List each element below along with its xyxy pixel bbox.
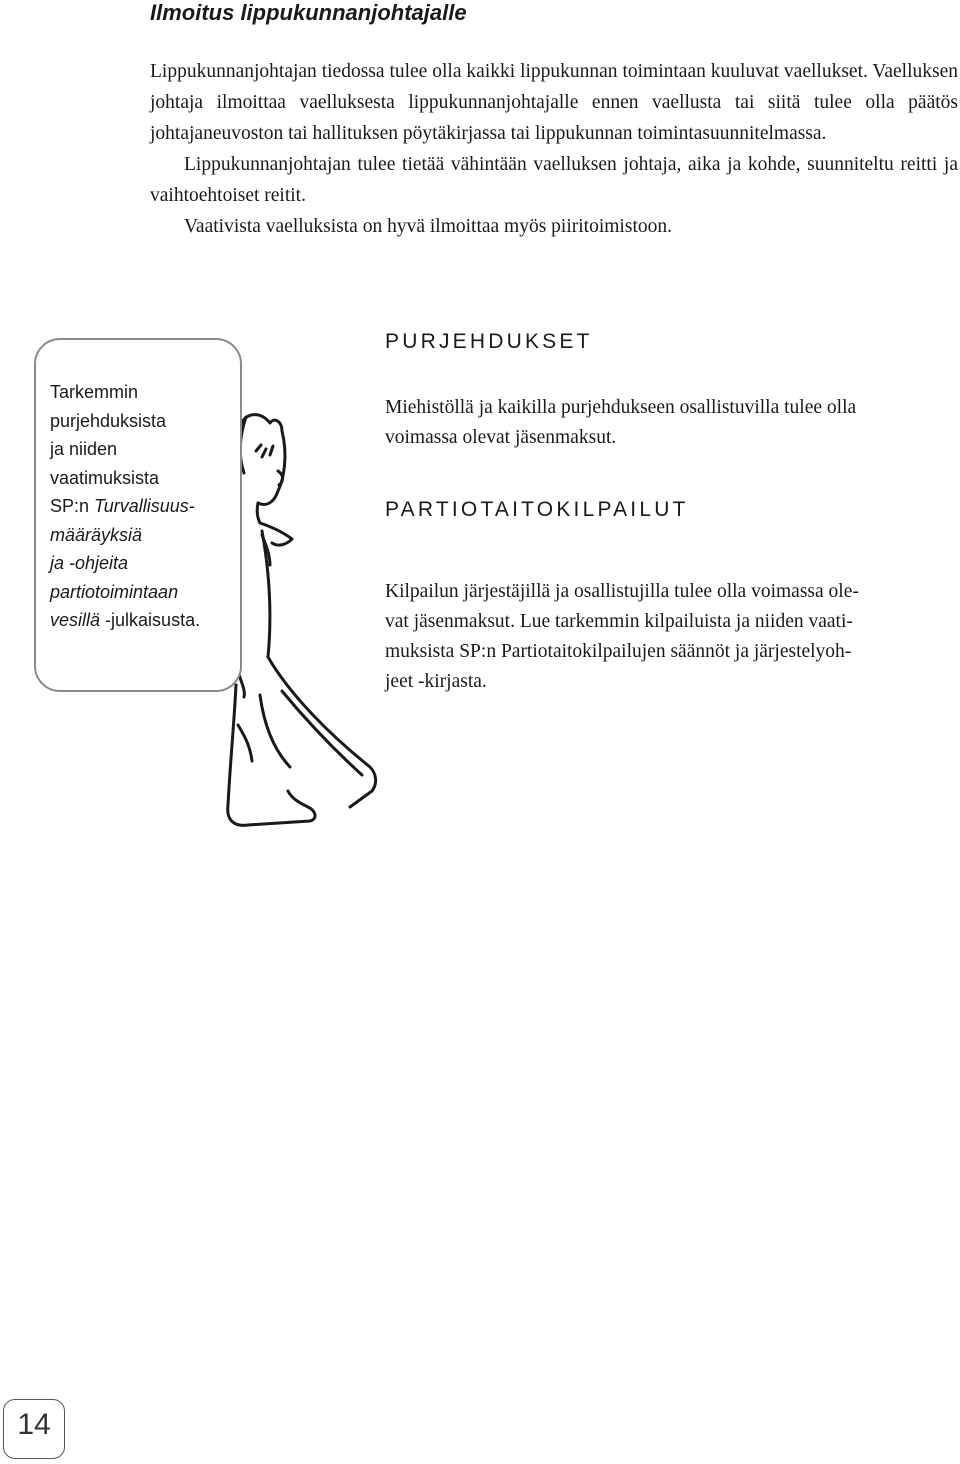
section-line: Miehistöllä ja kaikilla purjehdukseen osallistuvilla tulee olla <box>385 397 857 418</box>
callout-line-sp <box>50 492 235 521</box>
section-body-purjehdukset <box>385 393 957 453</box>
section-line: jeet -kirjasta. <box>385 671 487 692</box>
section-line: voimassa olevat jäsenmaksut. <box>385 427 617 448</box>
page-heading: Ilmoitus lippukunnanjohtajalle <box>150 0 467 25</box>
callout-line-italic: määräyksiä <box>50 524 143 545</box>
intro-paragraph-3: Vaativista vaelluksista on hyvä ilmoittaa myös piiritoimistoon. <box>184 216 672 237</box>
intro-paragraph-2: Lippukunnanjohtajan tulee tietää vähintään vaelluksen johtaja, aika ja kohde, suunniteltu reitti ja vaihtoehtoiset reitit. <box>150 154 958 206</box>
intro-paragraph-1: Lippukunnanjohtajan tiedossa tulee olla kaikki lippukunnan toimintaan kuuluvat vaellukset. Vaelluksen johtaja ilmoittaa vaelluksesta lippukunnanjohtajalle ennen vaellusta tai siitä tulee olla päätös johtajaneuvoston tai hallituksen pöytäkirjassa tai lippukunnan toimintasuunnitelmassa. <box>150 61 958 144</box>
page-number: 14 <box>17 1408 51 1441</box>
section-body-partiotaitokilpailut <box>385 577 957 697</box>
callout-line-italic: vesillä <box>50 610 101 630</box>
callout-text <box>50 378 235 635</box>
callout-line: vaatimuksista <box>50 467 160 488</box>
callout-line: ja niiden <box>50 439 118 459</box>
intro-text <box>150 56 958 242</box>
section-line: vat jäsenmaksut. Lue tarkemmin kilpailuista ja niiden vaati- <box>385 611 853 632</box>
callout-line-italic: Turvallisuus- <box>94 496 195 516</box>
section-title-purjehdukset: PURJEHDUKSET <box>385 330 593 353</box>
section-title-partiotaitokilpailut: PARTIOTAITOKILPAILUT <box>385 498 689 521</box>
callout-line: -julkaisusta. <box>105 610 201 630</box>
callout-line: purjehduksista <box>50 410 167 431</box>
callout-line: SP:n <box>50 496 90 516</box>
callout-line-italic: partiotoimintaan <box>50 581 179 602</box>
callout-line: Tarkemmin <box>50 382 139 402</box>
section-line: Kilpailun järjestäjillä ja osallistujilla tulee olla voimassa ole- <box>385 581 859 602</box>
section-line: muksista SP:n Partiotaitokilpailujen säännöt ja järjestelyoh- <box>385 641 852 662</box>
callout-line-italic: ja -ohjeita <box>50 553 129 573</box>
callout-line-last <box>50 606 235 635</box>
